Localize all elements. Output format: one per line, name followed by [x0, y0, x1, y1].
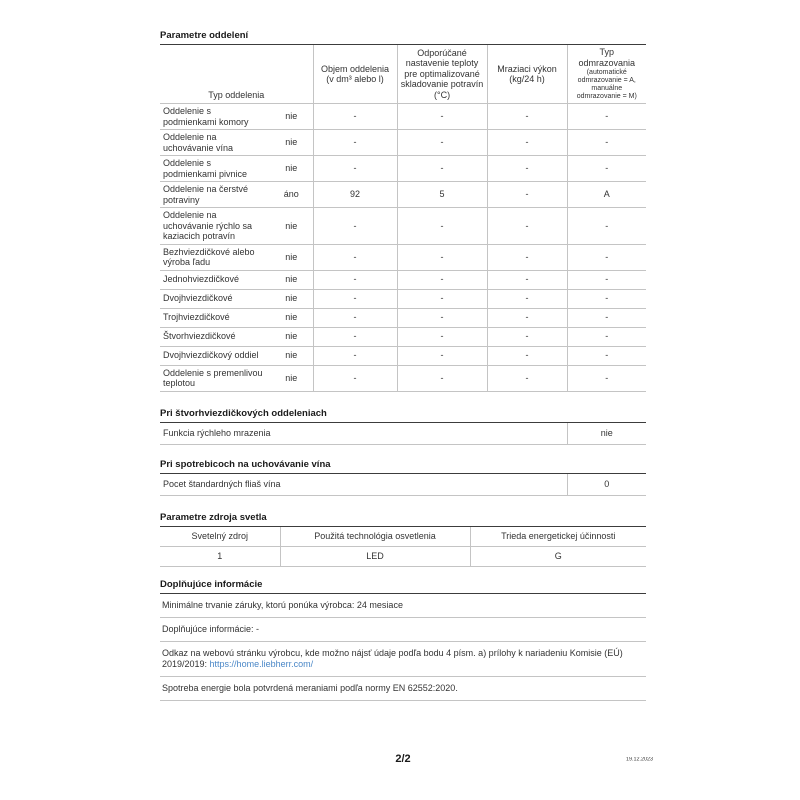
cell-freezing: - — [487, 244, 567, 270]
additional-info-section-title: Doplňujúce informácie — [160, 579, 646, 594]
table-row — [160, 156, 646, 182]
cell-label: Oddelenie s podmienkami pivnice — [160, 156, 270, 182]
cell-volume: - — [313, 346, 397, 365]
cell-defrost: - — [567, 130, 646, 156]
cell-label: Oddelenie na uchovávanie vína — [160, 130, 270, 156]
cell-temperature: - — [397, 104, 487, 130]
cell-label: Trojhviezdičkové — [160, 308, 270, 327]
cell-freezing: - — [487, 308, 567, 327]
cell-temperature: - — [397, 365, 487, 391]
compartments-header-row — [160, 45, 646, 104]
cell-temperature: - — [397, 289, 487, 308]
cell-label: Bezhviezdičkové alebo výroba ľadu — [160, 244, 270, 270]
wine-section — [160, 459, 646, 496]
cell-present: nie — [270, 289, 313, 308]
cell-present: nie — [270, 104, 313, 130]
four-star-section — [160, 408, 646, 445]
cell-present: nie — [270, 346, 313, 365]
compartments-section-title: Parametre oddelení — [160, 30, 646, 45]
wine-section-title: Pri spotrebicoch na uchovávanie vína — [160, 459, 646, 474]
info-row-link — [160, 642, 646, 677]
cell-defrost: - — [567, 244, 646, 270]
table-row — [160, 308, 646, 327]
cell-defrost: - — [567, 327, 646, 346]
light-section-title: Parametre zdroja svetla — [160, 512, 646, 527]
cell-temperature: - — [397, 156, 487, 182]
cell-volume: - — [313, 365, 397, 391]
table-row — [160, 365, 646, 391]
light-section — [160, 512, 646, 567]
cell-volume: - — [313, 104, 397, 130]
cell-present: nie — [270, 156, 313, 182]
table-row — [160, 244, 646, 270]
col-header-freezing: Mraziaci výkon (kg/24 h) — [487, 45, 567, 104]
cell-temperature: 5 — [397, 182, 487, 208]
info-row-energy: Spotreba energie bola potvrdená meraniami podľa normy EN 62552:2020. — [160, 677, 646, 701]
cell-defrost: - — [567, 104, 646, 130]
col-header-defrost-main: Typ odmrazovania — [578, 47, 636, 68]
cell-temperature: - — [397, 346, 487, 365]
cell-label: Dvojhviezdičkové — [160, 289, 270, 308]
cell-volume: - — [313, 289, 397, 308]
cell-defrost: - — [567, 365, 646, 391]
compartments-table — [160, 45, 646, 392]
light-header-row — [160, 527, 646, 547]
cell-volume: - — [313, 208, 397, 245]
cell-freezing: - — [487, 289, 567, 308]
cell-freezing: - — [487, 182, 567, 208]
wine-table — [160, 474, 646, 496]
table-row — [160, 327, 646, 346]
cell-label: Funkcia rýchleho mrazenia — [160, 423, 567, 445]
cell-present: nie — [270, 327, 313, 346]
cell-temperature: - — [397, 270, 487, 289]
cell-defrost: - — [567, 208, 646, 245]
cell-label: Oddelenie s podmienkami komory — [160, 104, 270, 130]
table-row — [160, 346, 646, 365]
col-header-volume: Objem oddelenia (v dm³ alebo l) — [313, 45, 397, 104]
col-header-type: Typ oddelenia — [160, 45, 313, 104]
cell-present: nie — [270, 365, 313, 391]
table-row — [160, 130, 646, 156]
cell-label: Jednohviezdičkové — [160, 270, 270, 289]
cell-present: nie — [270, 244, 313, 270]
cell-temperature: - — [397, 130, 487, 156]
additional-info-section — [160, 579, 646, 701]
col-header-defrost-note: (automatické odmrazovanie = A, manuálne odmrazovanie = M) — [576, 69, 637, 100]
cell-volume: - — [313, 308, 397, 327]
table-row — [160, 104, 646, 130]
cell-label: Dvojhviezdičkový oddiel — [160, 346, 270, 365]
cell-present: nie — [270, 208, 313, 245]
table-row — [160, 289, 646, 308]
cell-freezing: - — [487, 270, 567, 289]
cell-volume: - — [313, 244, 397, 270]
info-row-extra: Doplňujúce informácie: - — [160, 618, 646, 642]
col-header-light-technology: Použitá technológia osvetlenia — [280, 527, 470, 547]
cell-label: Oddelenie s premenlivou teplotou — [160, 365, 270, 391]
page-number: 2/2 — [395, 753, 411, 765]
cell-freezing: - — [487, 156, 567, 182]
cell-present: nie — [270, 270, 313, 289]
cell-present: nie — [270, 308, 313, 327]
cell-value: nie — [567, 423, 646, 445]
cell-freezing: - — [487, 365, 567, 391]
cell-defrost: - — [567, 156, 646, 182]
cell-defrost: A — [567, 182, 646, 208]
cell-label: Pocet štandardných fliaš vína — [160, 474, 567, 496]
light-table — [160, 527, 646, 567]
cell-light-technology: LED — [280, 546, 470, 566]
cell-volume: - — [313, 156, 397, 182]
footer-date: 19.12.2023 — [625, 757, 653, 763]
cell-temperature: - — [397, 308, 487, 327]
table-row — [160, 423, 646, 445]
cell-defrost: - — [567, 289, 646, 308]
cell-value: 0 — [567, 474, 646, 496]
table-row — [160, 270, 646, 289]
cell-light-source: 1 — [160, 546, 280, 566]
cell-volume: 92 — [313, 182, 397, 208]
manufacturer-website-link[interactable]: https://home.liebherr.com/ — [209, 658, 314, 669]
info-row-link-text: Odkaz na webovú stránku výrobcu, kde možno nájsť údaje podľa bodu 4 písm. a) prílohy k nariadeniu Komisie (EÚ) 2019/2019: — [162, 647, 623, 669]
cell-temperature: - — [397, 244, 487, 270]
cell-defrost: - — [567, 270, 646, 289]
cell-freezing: - — [487, 104, 567, 130]
cell-temperature: - — [397, 208, 487, 245]
cell-label: Štvorhviezdičkové — [160, 327, 270, 346]
table-row — [160, 474, 646, 496]
col-header-defrost — [567, 45, 646, 104]
cell-volume: - — [313, 327, 397, 346]
cell-light-efficiency: G — [470, 546, 646, 566]
cell-label: Oddelenie na čerstvé potraviny — [160, 182, 270, 208]
cell-label: Oddelenie na uchovávanie rýchlo sa kaziacich potravín — [160, 208, 270, 245]
cell-freezing: - — [487, 327, 567, 346]
table-row — [160, 182, 646, 208]
info-row-warranty: Minimálne trvanie záruky, ktorú ponúka výrobca: 24 mesiace — [160, 594, 646, 618]
cell-freezing: - — [487, 346, 567, 365]
cell-defrost: - — [567, 346, 646, 365]
col-header-light-efficiency: Trieda energetickej účinnosti — [470, 527, 646, 547]
four-star-section-title: Pri štvorhviezdičkových oddeleniach — [160, 408, 646, 423]
four-star-table — [160, 423, 646, 445]
page-content — [160, 30, 646, 701]
table-row — [160, 208, 646, 245]
cell-temperature: - — [397, 327, 487, 346]
cell-volume: - — [313, 130, 397, 156]
col-header-light-source: Svetelný zdroj — [160, 527, 280, 547]
col-header-temperature: Odporúčané nastavenie teploty pre optimalizované skladovanie potravín (°C) — [397, 45, 487, 104]
cell-present: áno — [270, 182, 313, 208]
cell-freezing: - — [487, 208, 567, 245]
cell-freezing: - — [487, 130, 567, 156]
light-value-row — [160, 546, 646, 566]
cell-present: nie — [270, 130, 313, 156]
cell-defrost: - — [567, 308, 646, 327]
cell-volume: - — [313, 270, 397, 289]
